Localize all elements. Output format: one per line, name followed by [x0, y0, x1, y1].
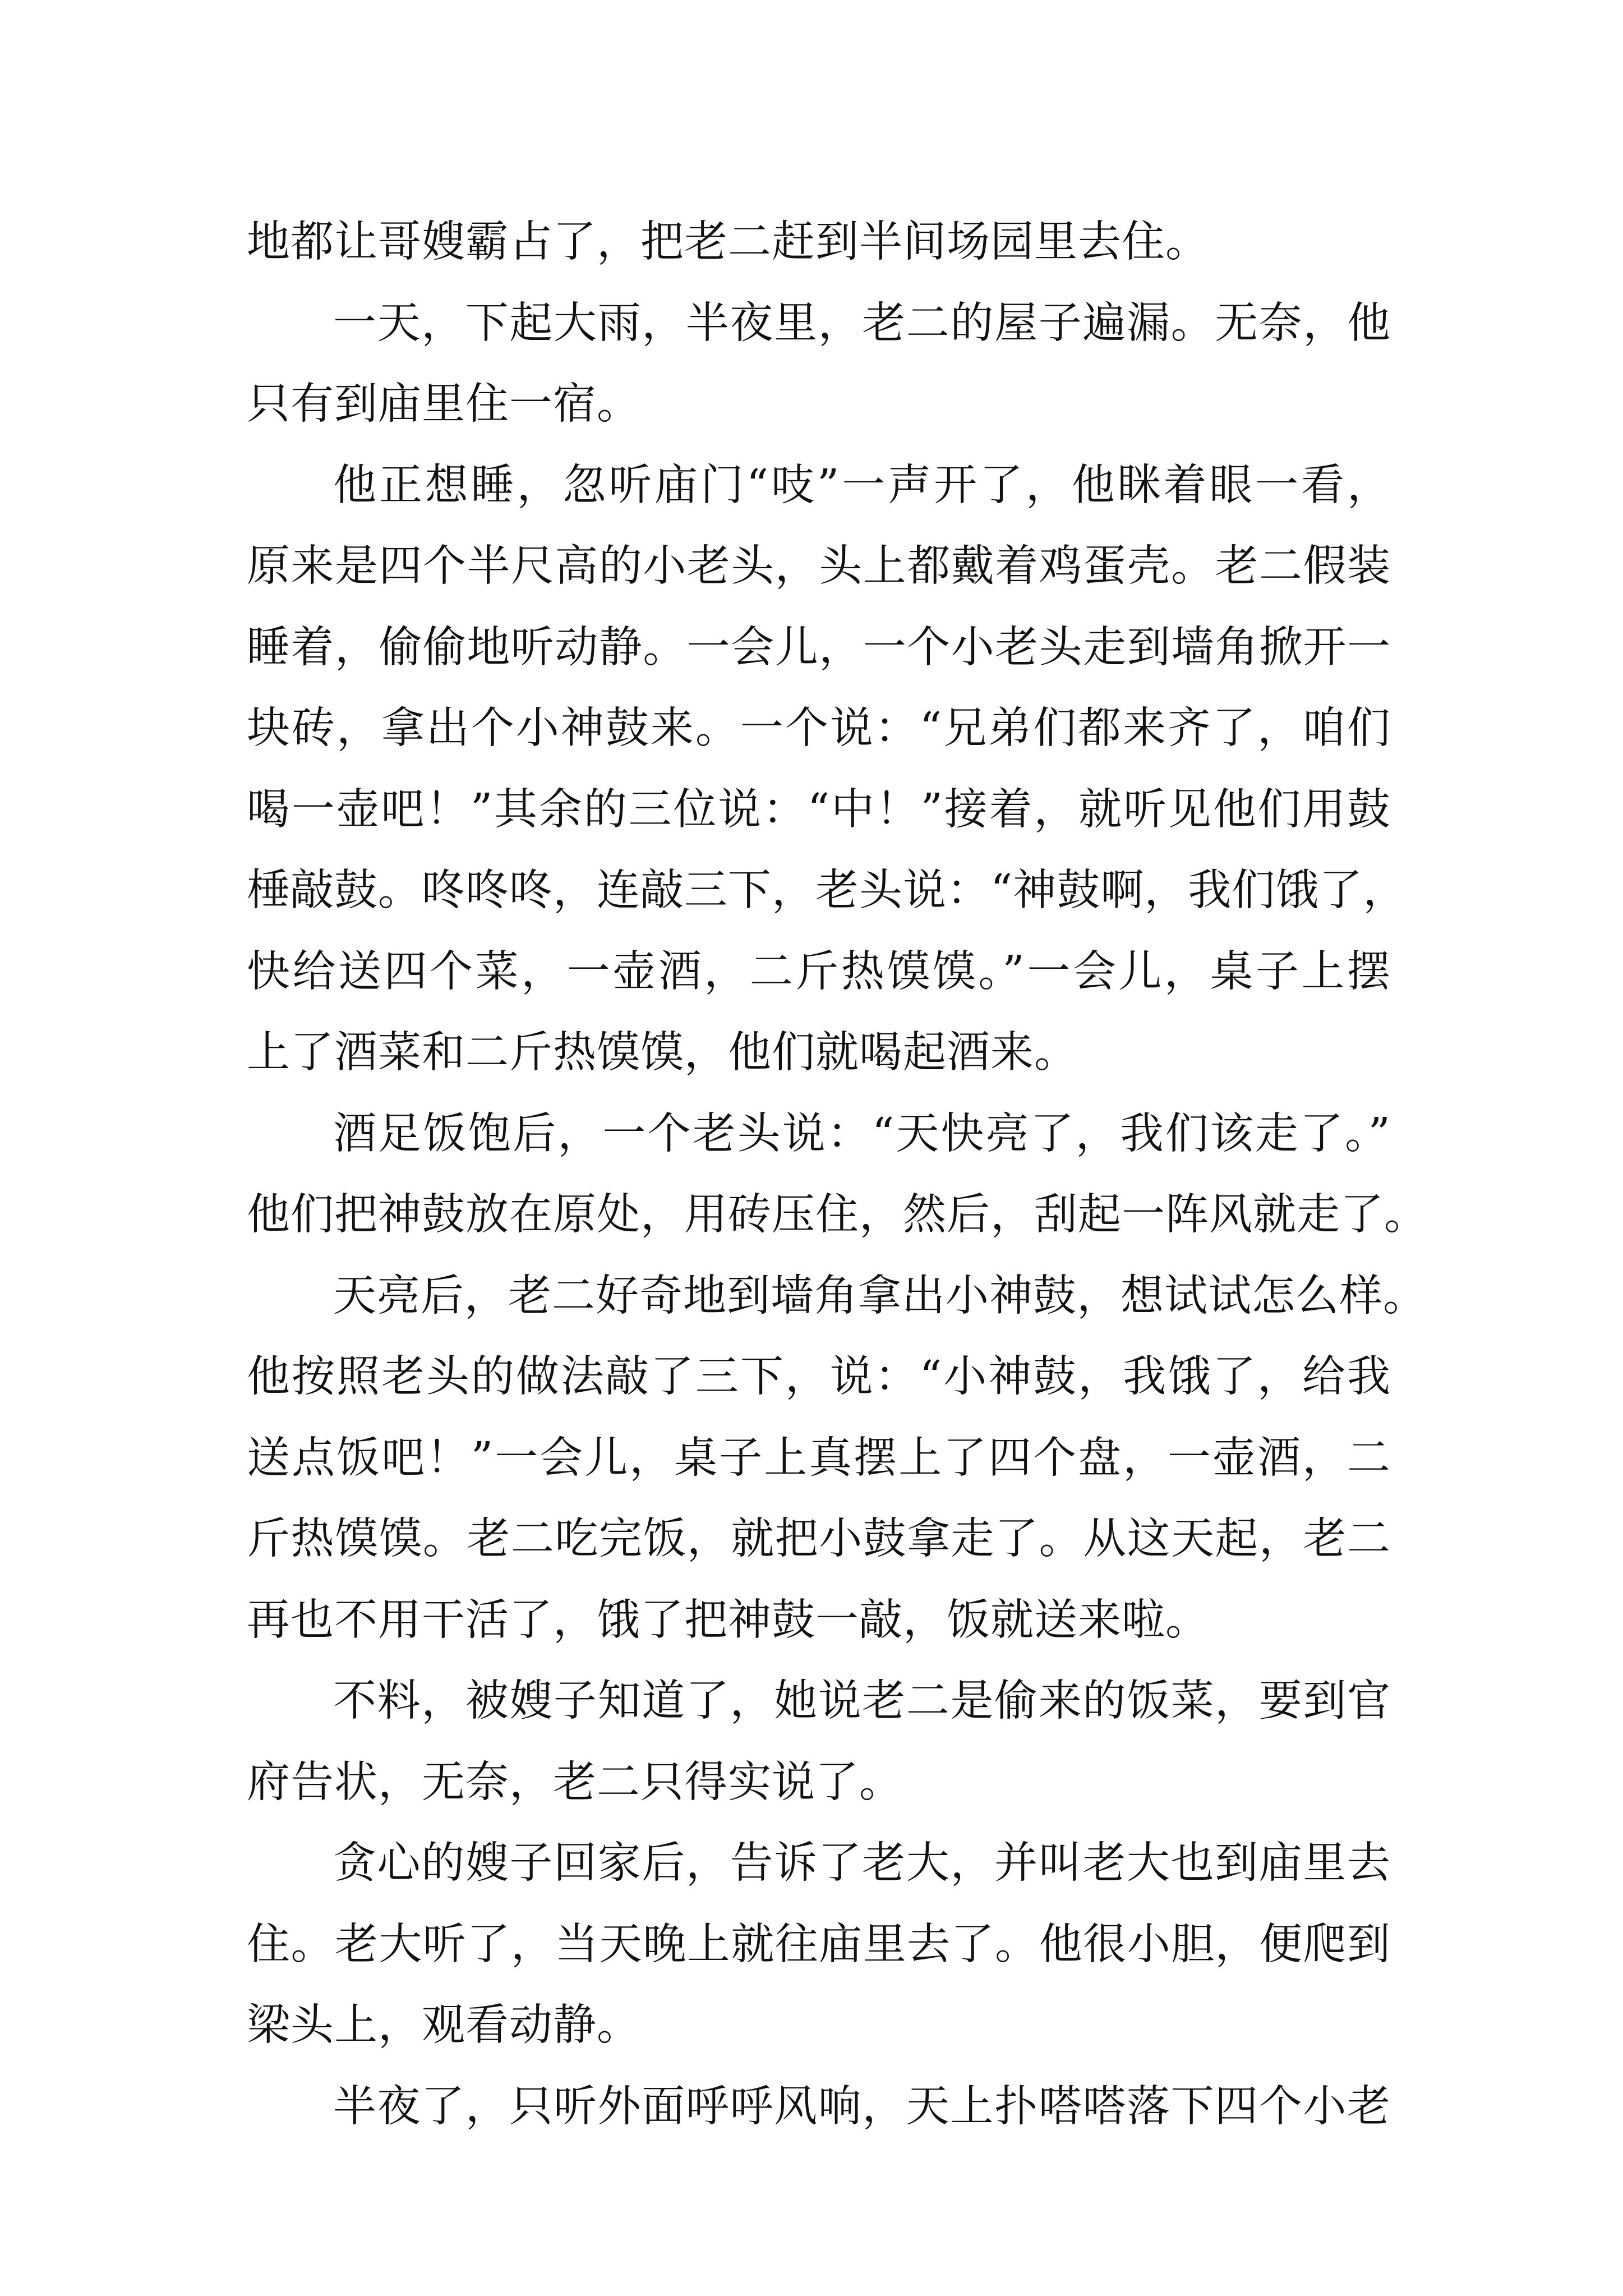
- text-line: 贪心的嫂子回家后，告诉了老大，并叫老大也到庙里去: [333, 1838, 1391, 1888]
- story-body: [247, 202, 1428, 2147]
- text-line: 梁头上，观看动静。: [247, 2000, 640, 2050]
- text-line: 他按照老头的做法敲了三下，说：“小神鼓，我饿了，给我: [247, 1352, 1391, 1402]
- text-line: 半夜了，只听外面呼呼风响，天上扑嗒嗒落下四个小老: [333, 2081, 1391, 2132]
- text-line: 只有到庙里住一宿。: [247, 379, 640, 429]
- text-line: 不料，被嫂子知道了，她说老二是偷来的饭菜，要到官: [333, 1676, 1391, 1726]
- text-line: 块砖，拿出个小神鼓来。一个说：“兄弟们都来齐了，咱们: [247, 703, 1391, 753]
- text-line: 天亮后，老二好奇地到墙角拿出小神鼓，想试试怎么样。: [333, 1271, 1427, 1321]
- text-line: 喝一壶吧！”其余的三位说：“中！”接着，就听见他们用鼓: [247, 784, 1391, 835]
- text-line: 一天，下起大雨，半夜里，老二的屋子遍漏。无奈，他: [333, 298, 1391, 348]
- text-line: 住。老大听了，当天晚上就往庙里去了。他很小胆，便爬到: [247, 1919, 1391, 1970]
- text-line: 府告状，无奈，老二只得实说了。: [247, 1757, 903, 1807]
- text-line: 上了酒菜和二斤热馍馍，他们就喝起酒来。: [247, 1028, 1078, 1078]
- text-line: 他正想睡，忽听庙门“吱”一声开了，他眯着眼一看，: [333, 460, 1391, 510]
- text-line: 睡着，偷偷地听动静。一会儿，一个小老头走到墙角掀开一: [247, 622, 1391, 673]
- text-line: 他们把神鼓放在原处，用砖压住，然后，刮起一阵风就走了。: [247, 1190, 1428, 1240]
- text-line: 原来是四个半尺高的小老头，头上都戴着鸡蛋壳。老二假装: [247, 541, 1391, 591]
- text-line: 再也不用干活了，饿了把神鼓一敲，饭就送来啦。: [247, 1595, 1209, 1645]
- text-line: 快给送四个菜，一壶酒，二斤热馍馍。”一会儿，桌子上摆: [247, 946, 1391, 997]
- text-line: 送点饭吧！”一会儿，桌子上真摆上了四个盘，一壶酒，二: [247, 1433, 1391, 1483]
- text-line: 斤热馍馍。老二吃完饭，就把小鼓拿走了。从这天起，老二: [247, 1514, 1391, 1564]
- text-line: 棰敲鼓。咚咚咚，连敲三下，老头说：“神鼓啊，我们饿了，: [247, 866, 1407, 915]
- text-line: 地都让哥嫂霸占了，把老二赶到半间场园里去住。: [247, 217, 1209, 267]
- text-line: 酒足饭饱后，一个老头说：“天快亮了，我们该走了。”: [333, 1108, 1391, 1159]
